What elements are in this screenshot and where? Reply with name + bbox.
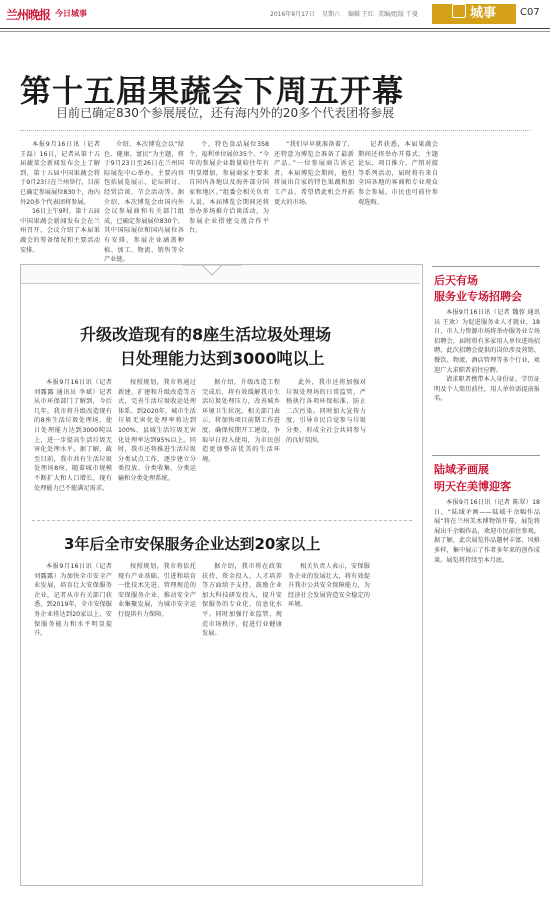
box-notch-icon (182, 255, 242, 277)
subheadline: 目前已确定830个参展展位，还有海内外的20多个代表团将参展 (56, 106, 395, 120)
article-column-5 (358, 140, 438, 258)
sidebar-headline-1b: 服务业专场招聘会 (434, 290, 522, 303)
header-rule-thin (0, 31, 550, 32)
box-column-4 (286, 378, 366, 514)
headline-divider (20, 130, 530, 131)
paragraph: 个，特色食品展位358个，福利单位展位35个。“今年的参展企业数量较往年有明显增加，参展商家主要来自国内各地以及海外部分国家和地区。”组委会相关负责人说，本届博览会期间还将举办多场推介洽谈活动，为参展企业搭建交流合作平台。 (189, 141, 269, 235)
section-badge (432, 4, 516, 24)
headline: 第十五届果蔬会下周五开幕 (20, 74, 404, 110)
sidebar-rule (432, 266, 540, 267)
sidebar-rule (432, 455, 540, 456)
newspaper-logo: 兰州晚报 (6, 8, 51, 22)
sidebar-article-2 (434, 498, 540, 648)
section-label: 今日城事 (55, 9, 87, 18)
header-rule (0, 28, 550, 29)
paragraph: 请求职者携带本人身份证、学历证明及个人简历前往，用人单位需提前报名。 (434, 376, 540, 403)
paragraph: 据介绍，升级改造工程完成后，将有效缓解我市生活垃圾处理压力，改善城乡环境卫生状况。相关部门表示，将加快项目前期工作进度，确保按期开工建设，争取早日投入使用，为市民创造更加整洁优美的生活环境。 (202, 379, 280, 463)
box-subheadline: 3年后全市安保服务企业达到20家以上 (64, 535, 321, 553)
article-column-2 (104, 140, 184, 264)
paragraph: 本报9月16日讯（记者 陈翠）18日，“陆域矛画——陆域千余幅作品展”将在兰州美术博物馆开幕，展览将展出千余幅作品，欢迎市民前往参观。据了解，此次展览作品题材丰富，风格多样，集中展示了作者多年来的创作成果。展览将持续至本月底。 (434, 499, 540, 564)
box-column-3 (202, 378, 280, 514)
building-icon (452, 4, 466, 18)
box-column-1 (34, 378, 112, 514)
sub-column-2 (118, 562, 196, 642)
article-column-3 (189, 140, 269, 258)
box-divider (32, 520, 412, 521)
paragraph: 相关负责人表示，安保服务企业的发展壮大，将有效提升我市公共安全保障能力，为经济社会发展营造安全稳定的环境。 (288, 563, 370, 609)
page-number: C07 (520, 7, 540, 18)
paragraph: 本报9月16日讯（记者 刘露露）为加快全市安全产业发展，培育壮大安保服务企业，记者从市有关部门获悉，到2019年，全市安保服务企业将达到20家以上，安保服务能力和水平明显提升。 (34, 563, 112, 638)
paragraph: 16日上午9时，第十五届中国果蔬会新闻发布会在兰州召开，会议介绍了本届果蔬会的筹备情况和主要活动安排。 (20, 208, 100, 254)
sub-column-3 (202, 562, 282, 642)
sidebar-headline-2: 陆域矛画展 (434, 463, 489, 476)
box-column-2 (118, 378, 196, 514)
box-headline-2: 日处理能力达到3000吨以上 (120, 349, 325, 368)
paragraph: 记者获悉，本届果蔬会期间还将举办开幕式、主题论坛、项目推介、产销对接等系列活动，届时将有来自全国各地的客商和专业观众参会参展，市民也可前往参观选购。 (358, 141, 438, 206)
paragraph: 按照规划，我市将依托现有产业基础，引进和培育一批技术先进、管理规范的安保服务企业，推动安全产业集聚发展，为城市安全运行提供有力保障。 (118, 563, 196, 618)
section-badge-label: 城事 (469, 6, 496, 21)
paragraph: 本报9月16日讯（记者 王磊）16日，记者从第十五届蔬菜会新闻发布会上了解到，第十五届中国果蔬会将于9月23日在兰州举行，目前已确定参展展位830个，海内外20多个代表团将参展。 (20, 141, 100, 206)
article-column-1 (20, 140, 100, 258)
issue-weekday: 星期六 (322, 11, 341, 18)
sidebar-article-1 (434, 308, 540, 452)
paragraph: 本报9月16日讯（记者 刘露露 通讯员 李斌）记者从市环保部门了解到，今后几年，我市将升级改造现有的8座生活垃圾处理场，使日处理能力达到3000吨以上，进一步提高生活垃圾无害化处理水平。据了解，截至目前，我市共有生活垃圾处理场8座，随着城市规模不断扩大和人口增长，现有处理能力已不能满足需求。 (34, 379, 112, 492)
sidebar-headline-2b: 明天在美博迎客 (434, 480, 511, 493)
paragraph: 本报9月16日讯（记者 魏蓉 通讯员 王欢）为促进服务业人才就业，18日，市人力资源市场将举办服务业专场招聘会，届时将有多家用人单位进场招聘。此次招聘会提供的岗位涉及营销、餐饮、物流、酒店管理等多个行业，欢迎广大求职者前往应聘。 (434, 309, 540, 374)
article-column-4 (274, 140, 354, 258)
box-headline: 升级改造现有的8座生活垃圾处理场 (80, 325, 332, 344)
paragraph: 据介绍，我市将在政策扶持、资金投入、人才培养等方面给予支持，鼓励企业加大科技研发投入，提升安保服务的专业化、信息化水平。同时加强行业监管，规范市场秩序，促进行业健康发展。 (202, 563, 282, 638)
sub-column-4 (288, 562, 370, 642)
issue-date: 2016年9月17日 (270, 11, 315, 18)
paragraph: 此外，我市还将加强对垃圾处理场的日常监管，严格执行各项环保标准，防止二次污染。同时加大宣传力度，引导市民自觉参与垃圾分类，形成全社会共同参与的良好氛围。 (286, 379, 366, 444)
sidebar-headline-1: 后天有场 (434, 274, 478, 287)
paragraph: 按照规划，我市将通过新建、扩建和升级改造等方式，完善生活垃圾收运处理体系。到2020年，城市生活垃圾无害化处理率将达到100%，县城生活垃圾无害化处理率达到95%以上。同时，我市还将推进生活垃圾分类试点工作，逐步建立分类投放、分类收集、分类运输和分类处理系统。 (118, 379, 196, 482)
paragraph: 介绍，本次博览会以“绿色、健康、富民”为主题，将于9月23日至26日在兰州国际展览中心举办。主要内容包括展览展示、论坛研讨、经贸洽谈、节会活动等。据介绍，本次博览会由国内外会议参展商和有关部门组成，已确定参展展位830个，其中国际展位和国内展位各有安排，参展企业涵盖种植、加工、物流、销售等全产业链。 (104, 141, 184, 264)
design-credit: 美编/组版 干曼 (378, 11, 418, 18)
sub-column-1 (34, 562, 112, 642)
editor-credit: 编辑 王红 (348, 11, 374, 18)
paragraph: “我们早早就准备着了，还特意为博览会准备了最新产品。”一位参展商告诉记者，本届博览会期间，他们将展出自家的特色果蔬和加工产品，希望借此机会开拓更大的市场。 (274, 141, 354, 206)
